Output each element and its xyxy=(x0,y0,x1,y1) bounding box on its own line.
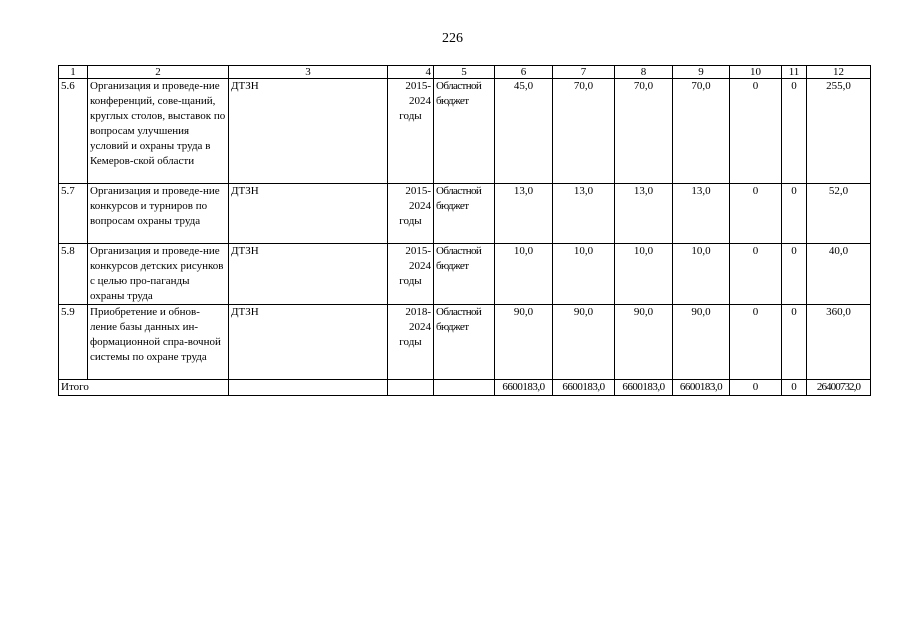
total-col9: 6600183,0 xyxy=(673,380,730,396)
value-col8: 90,0 xyxy=(615,305,673,380)
executor: ДТЗН xyxy=(229,184,388,244)
header-cell: 1 xyxy=(59,66,88,79)
funding-source-line1: Областной xyxy=(436,245,482,257)
header-cell: 4 xyxy=(388,66,434,79)
funding-source xyxy=(434,184,495,244)
header-cell: 9 xyxy=(673,66,730,79)
period-unit: годы xyxy=(399,275,422,287)
page-number: 226 xyxy=(442,31,463,46)
period-end: 2024 xyxy=(409,95,431,107)
value-col6: 10,0 xyxy=(495,244,553,305)
period-start: 2018- xyxy=(405,306,431,318)
period-end: 2024 xyxy=(409,321,431,333)
value-col9: 70,0 xyxy=(673,79,730,184)
measure-name: Организация и проведе-ние конференций, сове-щаний, круглых столов, выставок по вопросам улучшения условий и охраны труда в Кемеров-ской области xyxy=(88,79,229,184)
funding-source-line1: Областной xyxy=(436,185,482,197)
total-col7: 6600183,0 xyxy=(553,380,615,396)
value-col11: 0 xyxy=(782,184,807,244)
executor: ДТЗН xyxy=(229,305,388,380)
value-col7: 70,0 xyxy=(553,79,615,184)
period-start: 2015- xyxy=(405,245,431,257)
total-empty xyxy=(229,380,388,396)
funding-source-line2: бюджет xyxy=(436,260,469,272)
value-col10: 0 xyxy=(730,244,782,305)
measure-name: Организация и проведе-ние конкурсов и турниров по вопросам охраны труда xyxy=(88,184,229,244)
value-col10: 0 xyxy=(730,79,782,184)
header-cell: 10 xyxy=(730,66,782,79)
total-col10: 0 xyxy=(730,380,782,396)
value-col8: 70,0 xyxy=(615,79,673,184)
table-row xyxy=(59,184,871,244)
value-col9: 13,0 xyxy=(673,184,730,244)
funding-source-line1: Областной xyxy=(436,306,482,318)
executor: ДТЗН xyxy=(229,79,388,184)
measure-name: Организация и проведе-ние конкурсов детских рисунков с целью про-паганды охраны труда xyxy=(88,244,229,305)
period xyxy=(388,244,434,305)
total-col12: 26400732,0 xyxy=(807,380,871,396)
value-col10: 0 xyxy=(730,305,782,380)
funding-source xyxy=(434,305,495,380)
value-col6: 90,0 xyxy=(495,305,553,380)
funding-source-line1: Областной xyxy=(436,80,482,92)
header-cell: 12 xyxy=(807,66,871,79)
total-label: Итого xyxy=(59,380,229,396)
row-number: 5.9 xyxy=(59,305,88,380)
funding-source xyxy=(434,79,495,184)
total-col6: 6600183,0 xyxy=(495,380,553,396)
budget-table xyxy=(58,65,871,396)
table-row xyxy=(59,79,871,184)
value-col8: 10,0 xyxy=(615,244,673,305)
period-unit: годы xyxy=(399,215,422,227)
period xyxy=(388,79,434,184)
value-col12: 40,0 xyxy=(807,244,871,305)
period-unit: годы xyxy=(399,336,422,348)
period xyxy=(388,184,434,244)
total-empty xyxy=(434,380,495,396)
row-number: 5.8 xyxy=(59,244,88,305)
value-col9: 10,0 xyxy=(673,244,730,305)
row-number: 5.6 xyxy=(59,79,88,184)
value-col12: 255,0 xyxy=(807,79,871,184)
value-col6: 45,0 xyxy=(495,79,553,184)
value-col8: 13,0 xyxy=(615,184,673,244)
value-col11: 0 xyxy=(782,244,807,305)
value-col10: 0 xyxy=(730,184,782,244)
measure-name: Приобретение и обнов-ление базы данных ин-формационной спра-вочной системы по охране труда xyxy=(88,305,229,380)
period-end: 2024 xyxy=(409,200,431,212)
funding-source-line2: бюджет xyxy=(436,200,469,212)
header-cell: 3 xyxy=(229,66,388,79)
header-cell: 11 xyxy=(782,66,807,79)
period-start: 2015- xyxy=(405,80,431,92)
value-col9: 90,0 xyxy=(673,305,730,380)
value-col11: 0 xyxy=(782,79,807,184)
value-col7: 13,0 xyxy=(553,184,615,244)
table-row xyxy=(59,305,871,380)
period-end: 2024 xyxy=(409,260,431,272)
header-row xyxy=(59,66,871,79)
row-number: 5.7 xyxy=(59,184,88,244)
table-row xyxy=(59,244,871,305)
value-col12: 52,0 xyxy=(807,184,871,244)
total-row xyxy=(59,380,871,396)
executor: ДТЗН xyxy=(229,244,388,305)
funding-source xyxy=(434,244,495,305)
header-cell: 8 xyxy=(615,66,673,79)
period xyxy=(388,305,434,380)
value-col12: 360,0 xyxy=(807,305,871,380)
value-col7: 90,0 xyxy=(553,305,615,380)
header-cell: 6 xyxy=(495,66,553,79)
funding-source-line2: бюджет xyxy=(436,321,469,333)
total-empty xyxy=(388,380,434,396)
header-cell: 7 xyxy=(553,66,615,79)
period-unit: годы xyxy=(399,110,422,122)
period-start: 2015- xyxy=(405,185,431,197)
total-col11: 0 xyxy=(782,380,807,396)
total-col8: 6600183,0 xyxy=(615,380,673,396)
value-col6: 13,0 xyxy=(495,184,553,244)
funding-source-line2: бюджет xyxy=(436,95,469,107)
header-cell: 5 xyxy=(434,66,495,79)
value-col11: 0 xyxy=(782,305,807,380)
value-col7: 10,0 xyxy=(553,244,615,305)
header-cell: 2 xyxy=(88,66,229,79)
